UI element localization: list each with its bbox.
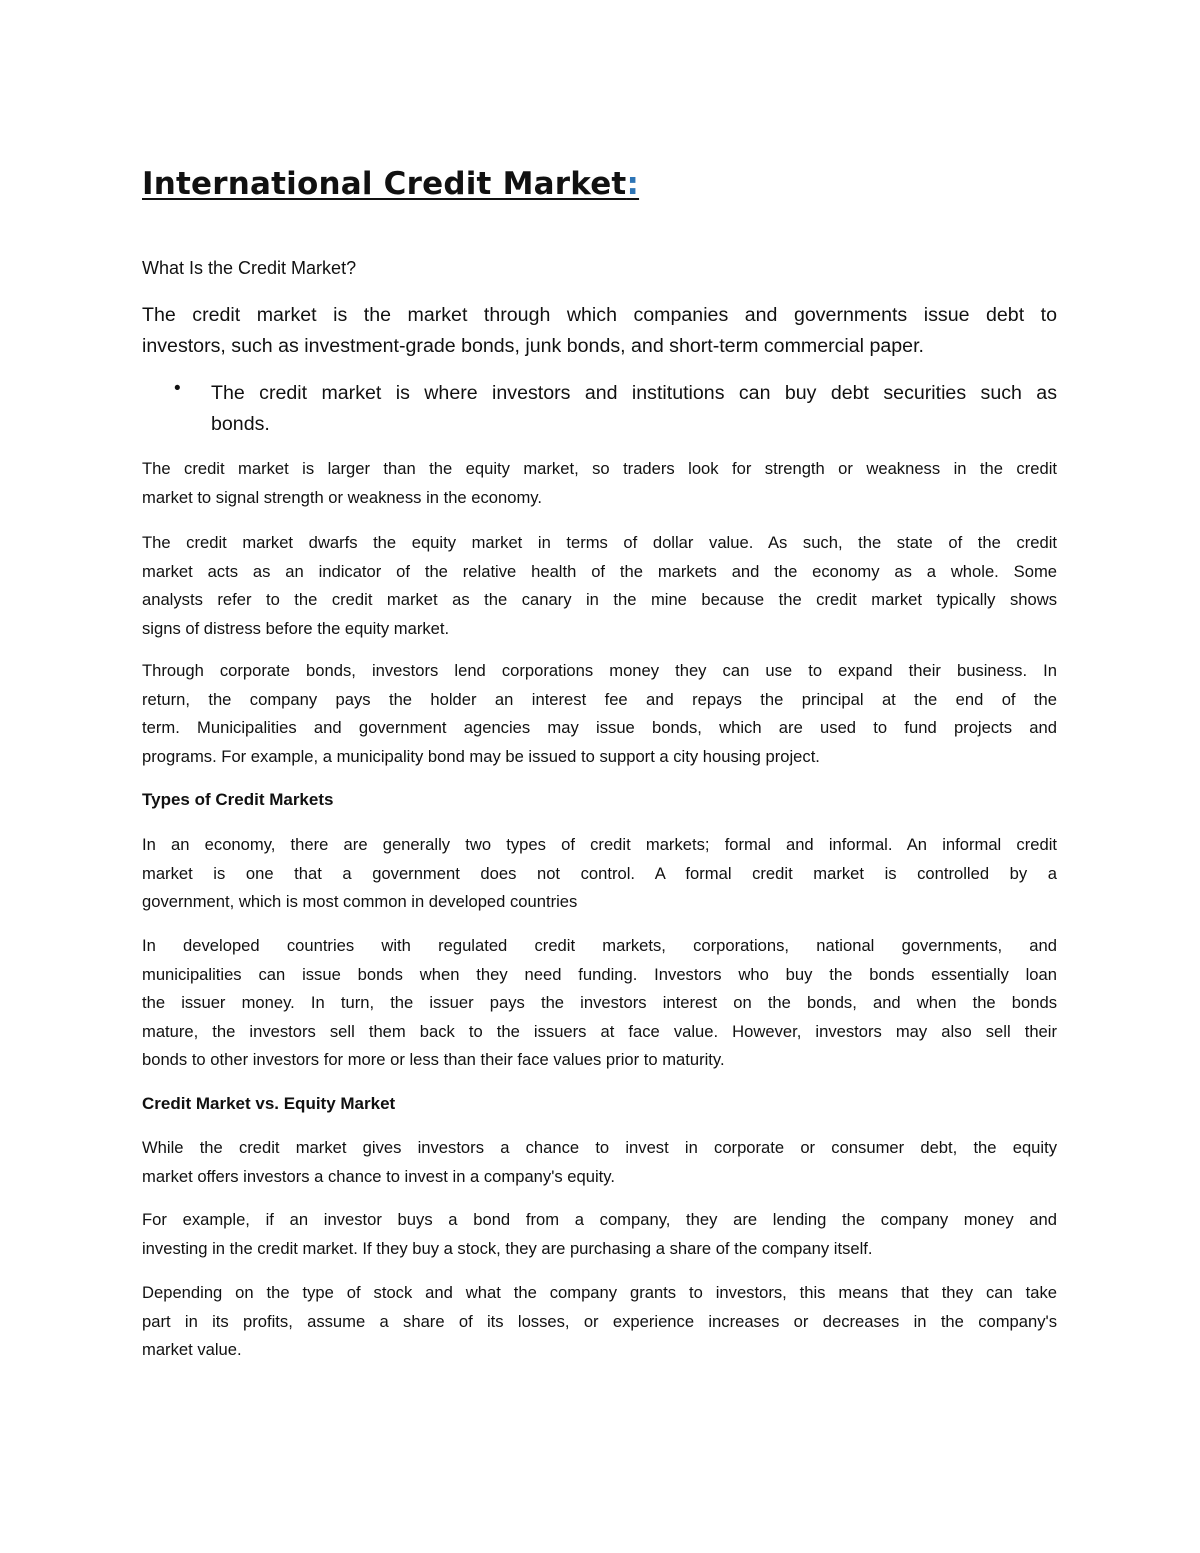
- text-line: analysts refer to the credit market as the canary in the mine because the credit market typically shows: [142, 590, 1057, 609]
- paragraph-2: [142, 455, 1057, 512]
- text-line: The credit market is the market through which companies and governments issue debt to: [142, 304, 1057, 326]
- text-line: signs of distress before the equity market.: [142, 618, 450, 638]
- text-line: Through corporate bonds, investors lend corporations money they can use to expand their business. In: [142, 661, 1057, 680]
- paragraph-3: [142, 529, 1057, 643]
- text-line: government, which is most common in developed countries: [142, 892, 578, 911]
- bullet-item: [211, 378, 1057, 440]
- text-line: market offers investors a chance to invest in a company's equity.: [142, 1166, 615, 1186]
- text-line: The credit market is where investors and institutions can buy debt securities such as: [211, 382, 1057, 404]
- text-line: part in its profits, assume a share of its losses, or experience increases or decreases in the company's: [142, 1311, 1057, 1331]
- paragraph-8: [142, 1206, 1057, 1263]
- paragraph-9: [142, 1279, 1057, 1365]
- subtitle: What Is the Credit Market?: [142, 258, 357, 278]
- text-line: bonds to other investors for more or less than their face values prior to maturity.: [142, 1050, 725, 1069]
- text-line: In developed countries with regulated credit markets, corporations, national governments, and: [142, 936, 1057, 955]
- document-title: [142, 166, 639, 202]
- paragraph-7: [142, 1134, 1057, 1191]
- text-line: return, the company pays the holder an interest fee and repays the principal at the end of the: [142, 689, 1057, 709]
- text-line: mature, the investors sell them back to the issuers at face value. However, investors may also sell their: [142, 1021, 1057, 1041]
- text-line: municipalities can issue bonds when they need funding. Investors who buy the bonds essentially loan: [142, 964, 1057, 984]
- bullet-icon: •: [174, 378, 181, 399]
- title-text: International Credit Market: [142, 166, 627, 202]
- text-line: bonds.: [211, 413, 270, 435]
- text-line: investing in the credit market. If they buy a stock, they are purchasing a share of the company itself.: [142, 1238, 873, 1258]
- text-line: Depending on the type of stock and what the company grants to investors, this means that they can take: [142, 1283, 1057, 1302]
- text-line: programs. For example, a municipality bond may be issued to support a city housing project.: [142, 746, 820, 766]
- text-line: market value.: [142, 1340, 242, 1359]
- text-line: While the credit market gives investors a chance to invest in corporate or consumer debt, the equity: [142, 1138, 1057, 1157]
- text-line: The credit market is larger than the equity market, so traders look for strength or weakness in the credit: [142, 459, 1057, 478]
- text-line: market acts as an indicator of the relative health of the markets and the economy as a whole. Some: [142, 561, 1057, 581]
- text-line: investors, such as investment-grade bonds, junk bonds, and short-term commercial paper.: [142, 335, 924, 357]
- text-line: For example, if an investor buys a bond from a company, they are lending the company money and: [142, 1210, 1057, 1229]
- text-line: market is one that a government does not control. A formal credit market is controlled by a: [142, 863, 1057, 883]
- intro-paragraph: [142, 300, 1057, 362]
- text-line: market to signal strength or weakness in the economy.: [142, 487, 542, 507]
- paragraph-4: [142, 657, 1057, 771]
- paragraph-6: [142, 932, 1057, 1075]
- text-line: the issuer money. In turn, the issuer pays the investors interest on the bonds, and when the bonds: [142, 993, 1057, 1012]
- heading-credit-vs-equity: Credit Market vs. Equity Market: [142, 1094, 396, 1113]
- paragraph-5: [142, 831, 1057, 917]
- text-line: The credit market dwarfs the equity market in terms of dollar value. As such, the state of the credit: [142, 533, 1057, 552]
- text-line: term. Municipalities and government agencies may issue bonds, which are used to fund projects and: [142, 718, 1057, 737]
- title-colon: :: [626, 166, 640, 202]
- text-line: In an economy, there are generally two types of credit markets; formal and informal. An informal credit: [142, 835, 1057, 854]
- heading-types-of-credit-markets: Types of Credit Markets: [142, 790, 334, 809]
